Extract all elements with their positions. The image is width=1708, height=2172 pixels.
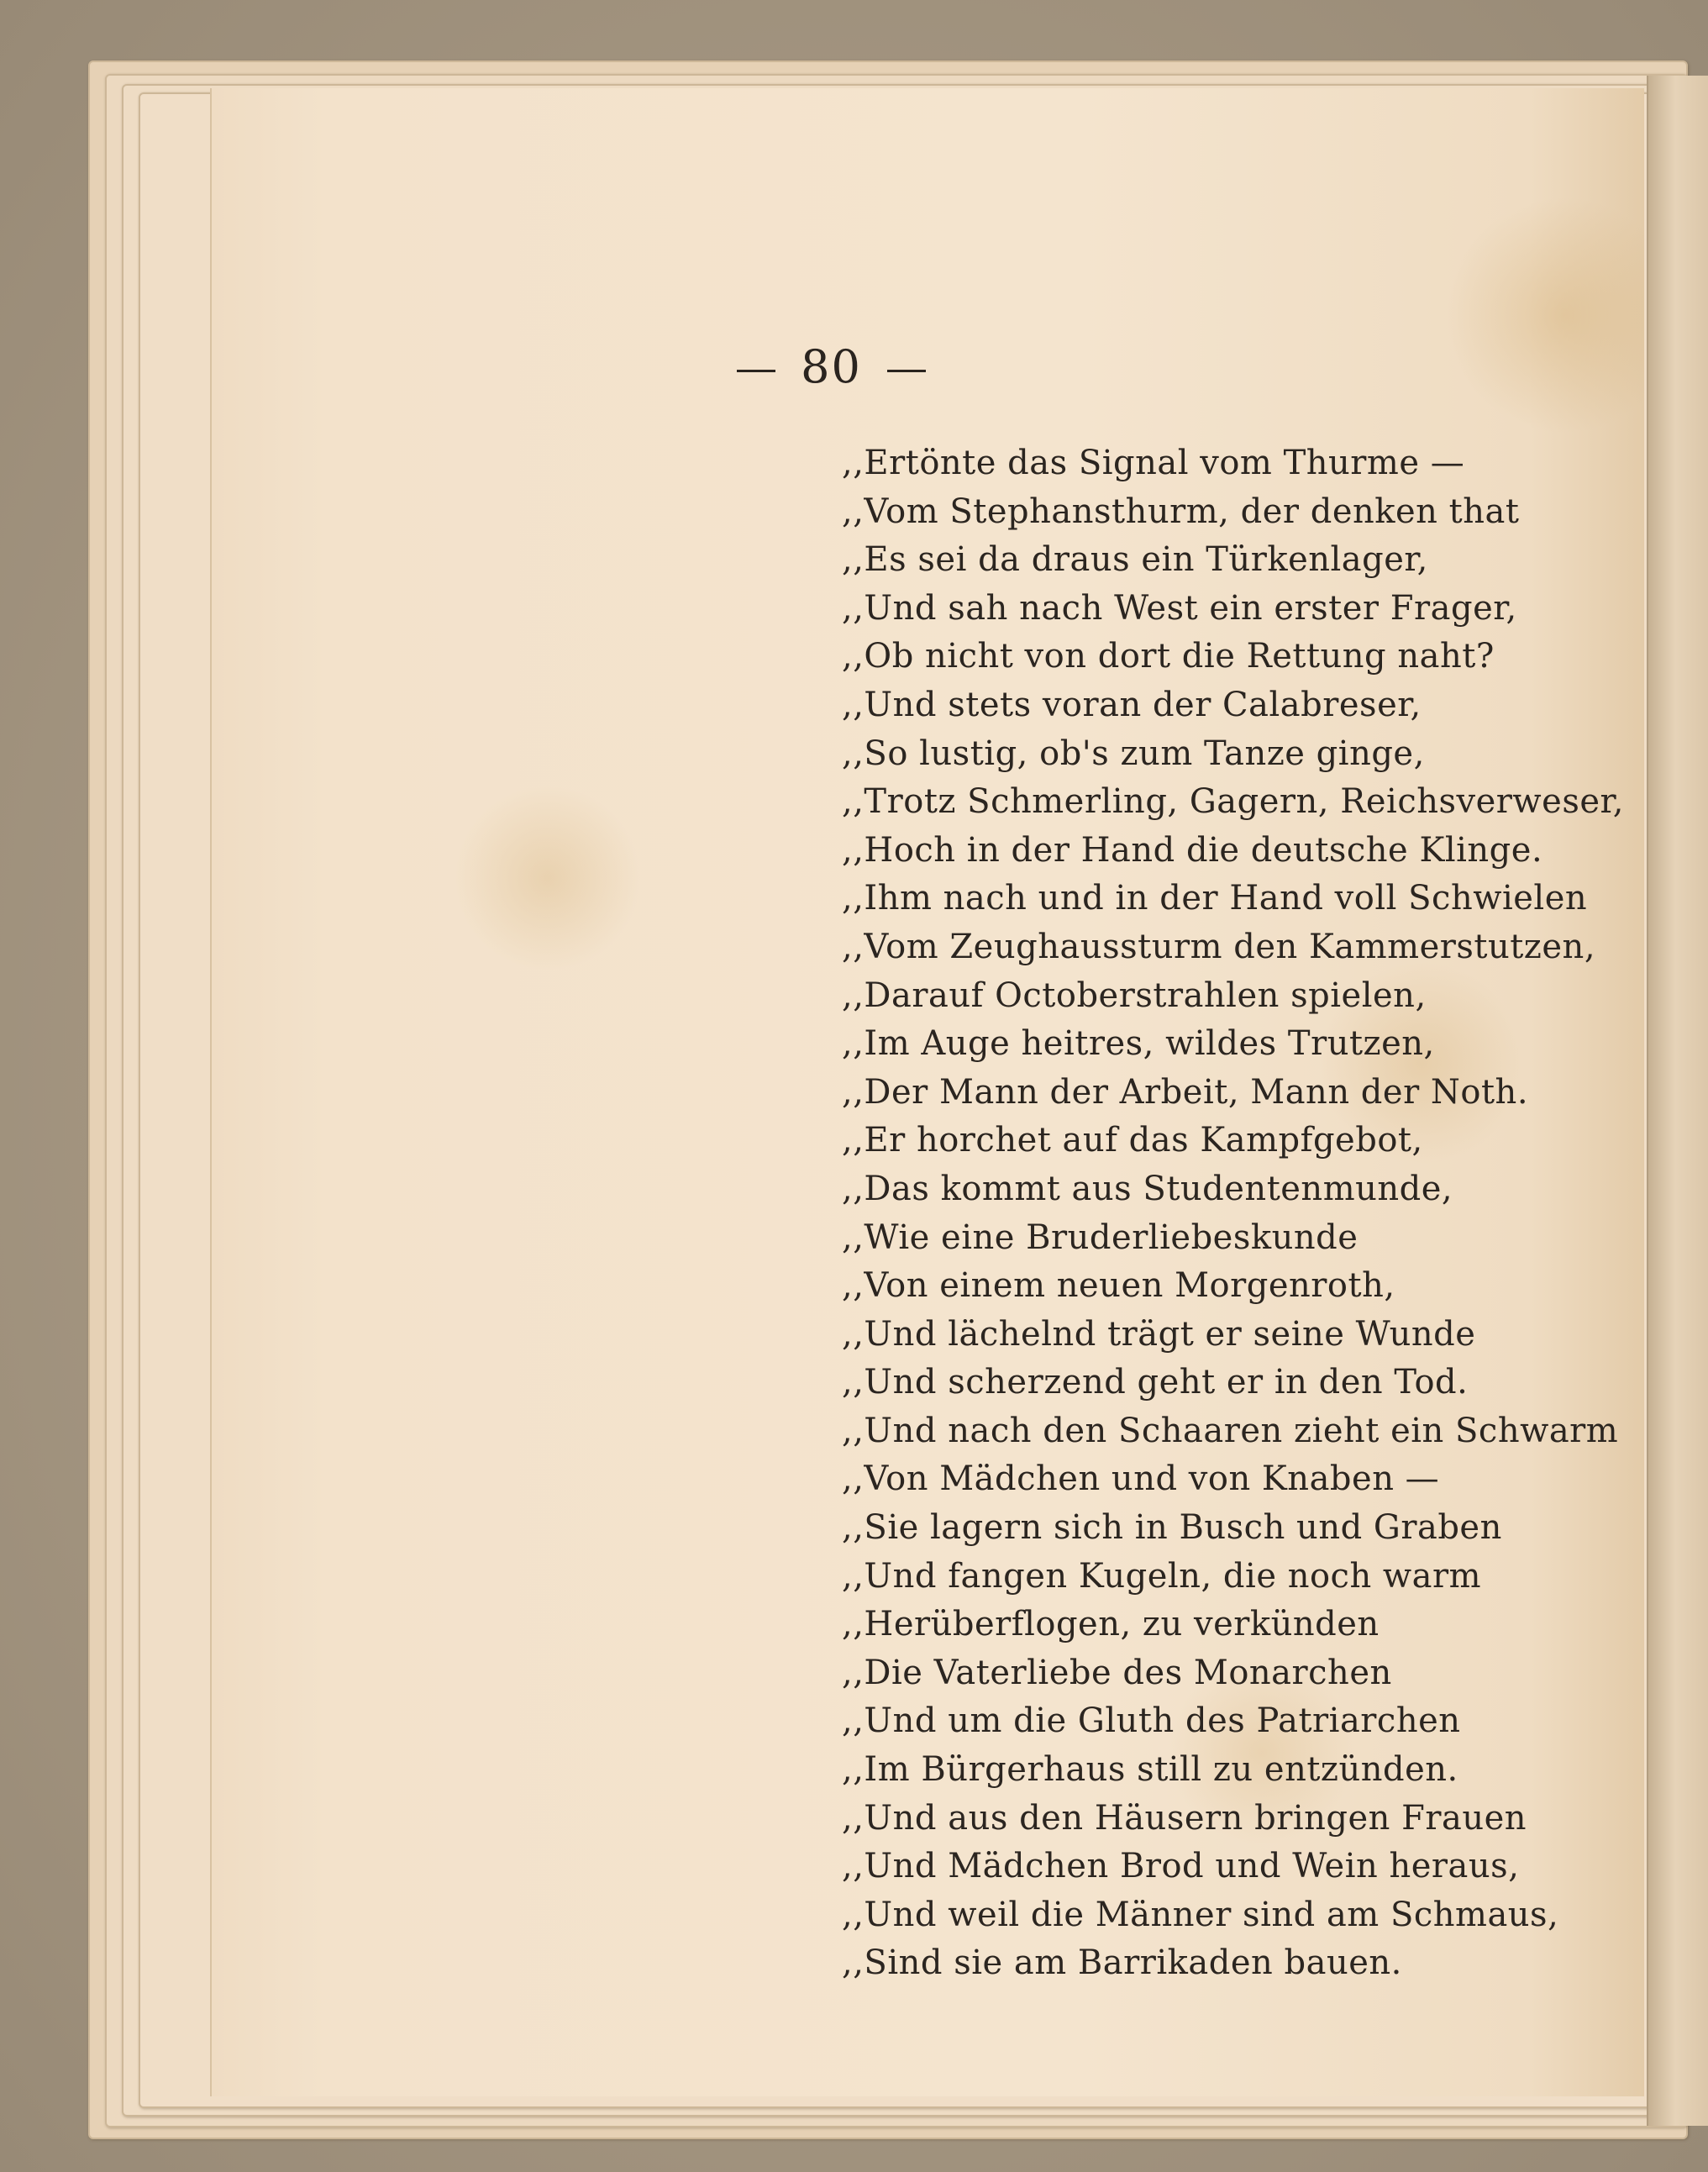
facing-page-edge xyxy=(1647,76,1708,2126)
poem-line: ,,Vom Zeughaussturm den Kammerstutzen, xyxy=(842,927,1596,966)
book-page xyxy=(210,88,1644,2096)
poem-line: ,,Das kommt aus Studentenmunde, xyxy=(842,1169,1453,1208)
poem-line: ,,Vom Stephansthurm, der denken that xyxy=(842,492,1520,531)
poem-line: ,,Und lächelnd trägt er seine Wunde xyxy=(842,1314,1476,1354)
poem-line: ,,Ertönte das Signal vom Thurme — xyxy=(842,444,1465,482)
poem-line: ,,Im Auge heitres, wildes Trutzen, xyxy=(842,1024,1435,1064)
poem-line: ,,Herüberflogen, zu verkünden xyxy=(842,1605,1380,1644)
poem-line: ,,Es sei da draus ein Türkenlager, xyxy=(842,540,1428,580)
poem-line: ,,Hoch in der Hand die deutsche Klinge. xyxy=(842,830,1543,870)
poem-line: ,,Ob nicht von dort die Rettung naht? xyxy=(842,637,1495,676)
poem-line: ,,So lustig, ob's zum Tanze ginge, xyxy=(842,734,1425,773)
page-number-header xyxy=(212,340,1644,393)
poem-line: ,,Und weil die Männer sind am Schmaus, xyxy=(842,1895,1559,1934)
dash-left xyxy=(737,370,775,372)
poem-line: ,,Sind sie am Barrikaden bauen. xyxy=(842,1943,1402,1983)
poem-line: ,,Und scherzend geht er in den Tod. xyxy=(842,1363,1469,1402)
poem-line: ,,Und fangen Kugeln, die noch warm xyxy=(842,1556,1482,1596)
poem-line: ,,Trotz Schmerling, Gagern, Reichsverweser, xyxy=(842,782,1624,822)
poem-line: ,,Die Vaterliebe des Monarchen xyxy=(842,1653,1392,1692)
poem-line: ,,Von einem neuen Morgenroth, xyxy=(842,1266,1395,1306)
poem-line: ,,Er horchet auf das Kampfgebot, xyxy=(842,1121,1423,1160)
poem-line: ,,Von Mädchen und von Knaben — xyxy=(842,1459,1440,1499)
poem-line: ,,Der Mann der Arbeit, Mann der Noth. xyxy=(842,1072,1529,1112)
poem-line: ,,Sie lagern sich in Busch und Graben xyxy=(842,1508,1502,1548)
poem-line: ,,Wie eine Bruderliebeskunde xyxy=(842,1217,1359,1257)
poem-line: ,,Im Bürgerhaus still zu entzünden. xyxy=(842,1750,1458,1790)
poem-line: ,,Und um die Gluth des Patriarchen xyxy=(842,1701,1461,1741)
dash-right xyxy=(887,370,926,372)
poem-line: ,,Und Mädchen Brod und Wein heraus, xyxy=(842,1847,1520,1886)
poem-line: ,,Darauf Octoberstrahlen spielen, xyxy=(842,976,1427,1015)
poem-line: ,,Ihm nach und in der Hand voll Schwielen xyxy=(842,879,1588,918)
page-number: 80 xyxy=(801,340,862,393)
poem-line: ,,Und nach den Schaaren zieht ein Schwarm xyxy=(842,1411,1619,1450)
poem-line: ,,Und sah nach West ein erster Frager, xyxy=(842,588,1517,628)
poem-line: ,,Und stets voran der Calabreser, xyxy=(842,685,1422,724)
poem-text xyxy=(842,439,1624,1988)
poem-line: ,,Und aus den Häusern bringen Frauen xyxy=(842,1798,1527,1838)
